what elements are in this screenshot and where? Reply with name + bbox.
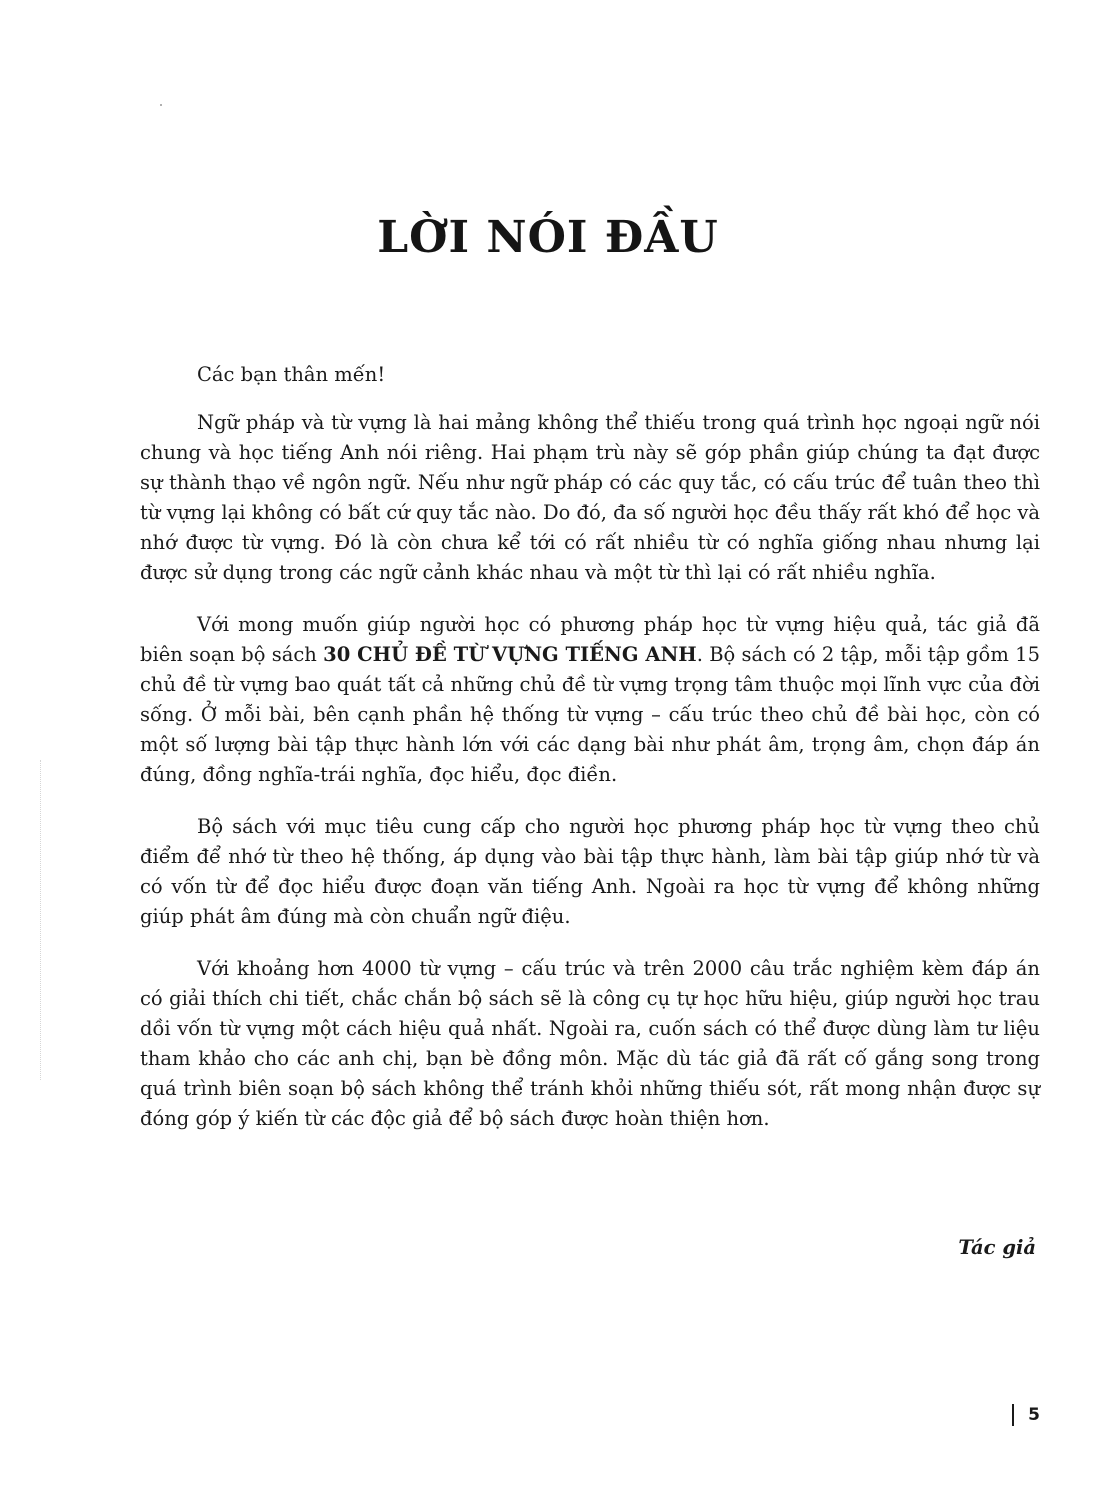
paragraph-4: Với khoảng hơn 4000 từ vựng – cấu trúc và trên 2000 câu trắc nghiệm kèm đáp án có giải thích chi tiết, chắc chắn bộ sách sẽ là công cụ tự học hữu hiệu, giúp người học trau dồi vốn từ vựng một cách hiệu quả nhất. Ngoài ra, cuốn sách có thể được dùng làm tư liệu tham khảo cho các anh chị, bạn bè đồng môn. Mặc dù tác giả đã rất cố gắng song trong quá trình biên soạn bộ sách không thể tránh khỏi những thiếu sót, rất mong nhận được sự đóng góp ý kiến từ các độc giả để bộ sách được hoàn thiện hơn. [140,957,1040,1130]
preface-body [140,360,1040,1156]
paragraph-2-rest: . Bộ sách có 2 tập, mỗi tập gồm 15 chủ đề từ vựng bao quát tất cả những chủ đề từ vựng trọng tâm thuộc mọi lĩnh vực của đời sống. Ở mỗi bài, bên cạnh phần hệ thống từ vựng – cấu trúc theo chủ đề bài học, còn có một số lượng bài tập thực hành lớn với các dạng bài như phát âm, trọng âm, chọn đáp án đúng, đồng nghĩa-trái nghĩa, đọc hiểu, đọc điền. [140,643,1040,786]
author-signature: Tác giả [958,1236,1036,1259]
book-title: 30 CHỦ ĐỀ TỪ VỰNG TIẾNG ANH [323,643,697,666]
page-number [1012,1404,1040,1426]
paragraph-3: Bộ sách với mục tiêu cung cấp cho người học phương pháp học từ vựng theo chủ điểm để nhớ từ theo hệ thống, áp dụng vào bài tập thực hành, làm bài tập giúp nhớ từ và có vốn từ để đọc hiểu được đoạn văn tiếng Anh. Ngoài ra học từ vựng để không những giúp phát âm đúng mà còn chuẩn ngữ điệu. [140,815,1040,928]
page-title: LỜI NÓI ĐẦU [377,212,719,263]
paragraph-2 [140,610,1040,790]
page-number-value: 5 [1028,1405,1040,1425]
paragraph-1: Ngữ pháp và từ vựng là hai mảng không thể thiếu trong quá trình học ngoại ngữ nói chung và học tiếng Anh nói riêng. Hai phạm trù này sẽ góp phần giúp chúng ta đạt được sự thành thạo về ngôn ngữ. Nếu như ngữ pháp có các quy tắc, có cấu trúc để tuân theo thì từ vựng lại không có bất cứ quy tắc nào. Do đó, đa số người học đều thấy rất khó để học và nhớ được từ vựng. Đó là còn chưa kể tới có rất nhiều từ có nghĩa giống nhau nhưng lại được sử dụng trong các ngữ cảnh khác nhau và một từ thì lại có rất nhiều nghĩa. [140,411,1040,584]
scan-edge-marks [40,760,42,1080]
page-number-divider [1012,1404,1014,1426]
scan-speck [160,104,162,106]
greeting: Các bạn thân mến! [197,363,386,386]
paragraph-2-intro: Với mong muốn giúp người học có phương pháp học từ vựng hiệu quả, tác giả đã biên soạn bộ sách [140,613,1040,666]
